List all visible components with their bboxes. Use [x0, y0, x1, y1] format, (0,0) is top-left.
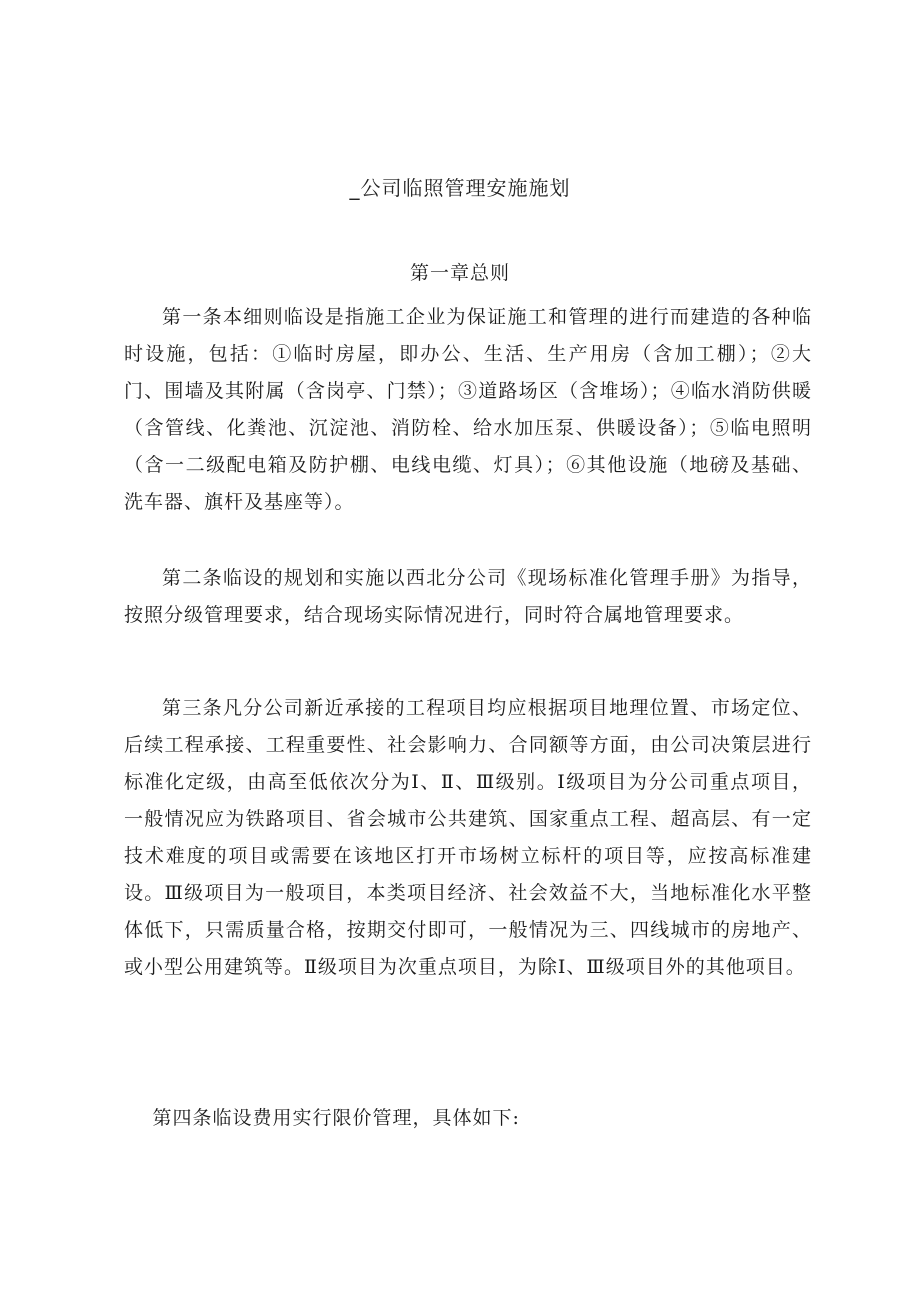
article-1-paragraph: 第一条本细则临设是指施工企业为保证施工和管理的进行而建造的各种临时设施，包括：①临时房屋，即办公、生活、生产用房（含加工棚）；②大门、围墙及其附属（含岗亭、门禁）；③道路场区（含堆场）；④临水消防供暖（含管线、化粪池、沉淀池、消防栓、给水加压泵、供暖设备）；⑤临电照明（含一二级配电箱及防护棚、电线电缆、灯具）；⑥其他设施（地磅及基础、洗车器、旗杆及基座等）。 — [124, 306, 812, 513]
document-title: _公司临照管理安施施划 — [349, 176, 571, 200]
chapter-heading: 第一章总则 — [409, 262, 510, 284]
article-3-paragraph: 第三条凡分公司新近承接的工程项目均应根据项目地理位置、市场定位、后续工程承接、工程重要性、社会影响力、合同额等方面，由公司决策层进行标准化定级，由高至低依次分为Ⅰ、Ⅱ、Ⅲ级别。Ⅰ级项目为分公司重点项目，一般情况应为铁路项目、省会城市公共建筑、国家重点工程、超高层、有一定技术难度的项目或需要在该地区打开市场树立标杆的项目等，应按高标准建设。Ⅲ级项目为一般项目，本类项目经济、社会效益不大，当地标准化水平整体低下，只需质量合格，按期交付即可，一般情况为三、四线城市的房地产、或小型公用建筑等。Ⅱ级项目为次重点项目，为除Ⅰ、Ⅲ级项目外的其他项目。 — [124, 697, 812, 978]
article-2-paragraph: 第二条临设的规划和实施以西北分公司《现场标准化管理手册》为指导，按照分级管理要求，结合现场实际情况进行，同时符合属地管理要求。 — [124, 567, 812, 626]
article-4-paragraph: 第四条临设费用实行限价管理，具体如下: — [152, 1107, 520, 1129]
